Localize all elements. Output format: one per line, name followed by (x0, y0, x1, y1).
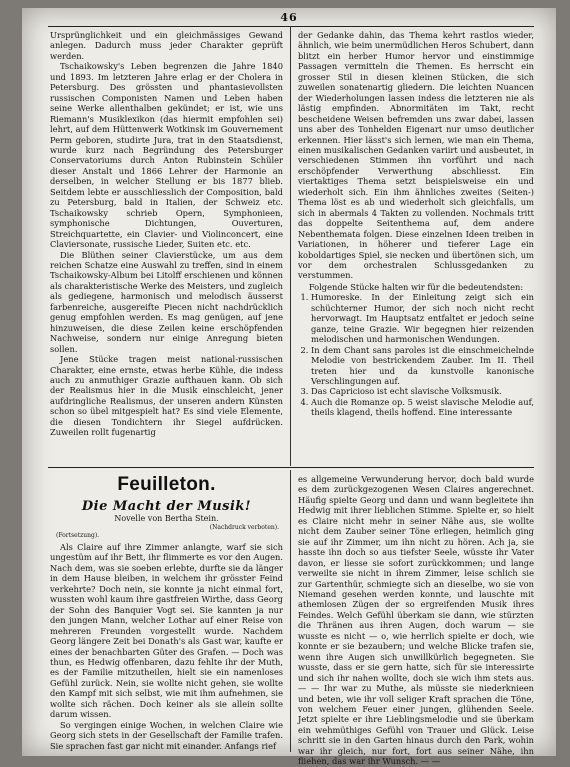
header-rule (48, 26, 534, 27)
page-number: 46 (280, 11, 298, 24)
feuilleton-column-right (298, 474, 534, 767)
story-byline: Novelle von Bertha Stein. (114, 514, 219, 523)
newspaper-page (22, 8, 556, 767)
column-divider-bottom (290, 470, 291, 752)
list-item: 4. Auch die Romanze op. 5 weist slavische Melodie auf, theils klagend, theils hoffend. Eine interessante (311, 397, 534, 418)
column-divider-top (290, 26, 291, 466)
article-paragraph: Ursprünglichkeit und ein gleichmässiges Gewand anlegen. Dadurch muss jeder Charakter geprüft werden. (50, 30, 283, 61)
continuation-note: (Fortsetzung). (56, 532, 100, 539)
story-paragraph: es allgemeine Verwunderung hervor, doch bald wurde es dem zurückgezogenen Wesen Claires angerechnet. Häufig spielte Georg und dann und wann begleitete ihn Hedwig mit ihrer lieblichen Stimme. Spielte er, so hielt es Claire nicht mehr in seiner Nähe aus, sie wollte nicht dem Zauber seiner Töne erliegen, heimlich ging sie auf ihr Zimmer, um ihn nicht zu hören. Ach ja, sie hasste ihn doch so aus tiefster Seele, wüsste ihr Vater davon, er liesse sie sofort zurückkommen; und lange verweilte sie nicht in ihrem Zimmer, leise schlich sie zur Gartenthür, schmiegte sich an dieselbe, wo sie von Niemand gesehen werden konnte, und lauschte mit athemlosen Zügen der so ergreifenden Musik ihres Feindes. Welch Gefühl überkam sie dann, wie stürzten die Thränen aus ihren Augen, doch warum — sie wusste es nicht — o, wie herrlich spielte er doch, wie konnte er sie bezaubern; und welche Blicke trafen sie, wenn ihre Augen sich unwillkürlich begegneten. Sie wusste, dass er sie gern hatte, sich für sie interessirte und sich ihr nahen wollte, doch sie wich ihm stets aus. — — Ihr war zu Muthe, als müsste sie niederknieen und beten, wie ihr voll seliger Kraft sprachen die Töne, von welchem Feuer einer jungen, glühenden Seele. Jetzt spielte er ihre Lieblingsmelodie und sie überkam ein wehmüthiges Gefühl von Trauer und Glück. Leise schritt sie in den Garten hinaus durch den Park, wohin war ihr gleich, nur fort, fort aus seiner Nähe, ihn fliehen, das war ihr Wunsch. — — (298, 474, 534, 767)
article-paragraph: der Gedanke dahin, das Thema kehrt rastlos wieder, ähnlich, wie beim unermüdlichen Heros Schubert, dann blitzt ein herber Humor hervor und einstimmige Passagen vermitteln die Themen. Es herrscht ein grosser Stil in diesen kleinen Stücken, die sich zuweilen sonatenartig gliedern. Die leichten Nuancen der Wiederholungen lassen indess die letzteren nie als lästig empfinden. Abnormitäten im Takt, recht bescheidene Weisen befremden uns zwar dabei, lassen uns aber des Tonhelden Eigenart nur umso deutlicher erkennen. Hier lässt's sich lernen, wie man ein Thema, einen musikalischen Gedanken variirt und ausbeutet, in verschiedenen Stimmen ihn vorführt und nach erschöpfender Verwerthung abschliesst. Ein viertaktiges Thema setzt beispielsweise ein und wiederholt sich. Ein ihm ähnliches zweites (Seiten-) Thema löst es ab und wiederholt sich gleichfalls, um sich in abermals 4 Takten zu vollenden. Nochmals tritt das doppelte Seitenthema auf, dem andere Nebenthemata folgen. Diese einzelnen Ideen treiben in Variationen, in höherer und tieferer Lage ein koboldartiges Spiel, sie necken und übertönen sich, um vor dem orchestralen Schlussgedanken zu verstummen. (298, 30, 534, 281)
article-paragraph: Die Blüthen seiner Clavierstücke, um aus dem reichen Schatze eine Auswahl zu treffen, sind in einem Tschaikowsky-Album bei Litolff erschienen und können als charakteristische Werke des Meisters, und zugleich als gediegene, harmonisch und melodisch äusserst farbenreiche, ausgereifte Piecen nicht nachdrücklich genug empfohlen werden. Es mag genügen, auf jene hinzuweisen, die diese Zeilen keine erschöpfenden Nachweise, sondern nur einige Anregung bieten sollen. (50, 249, 283, 354)
story-paragraph: Als Claire auf ihre Zimmer anlangte, warf sie sich ungestüm auf ihr Bett, ihr flimmerte es vor den Augen. Nach dem, was sie soeben erlebte, durfte sie da länger in dem Hause bleiben, in welchem ihr grösster Feind verkehrte? Doch nein, sie konnte ja nicht einmal fort, wussten wohl kaum ihre gastfreien Wirthe, dass Georg der Sohn des Banquier Vogt sei. Sie kannten ja nur den jungen Mann, welcher Lothar auf einer Reise von mehreren Freunden vorgestellt wurde. Nachdem Georg längere Zeit bei Donath's als Gast war, kaufte er eines der benachbarten Güter des Grafen. — Doch was thun, es Hedwig offenbaren, dazu fehlte ihr der Muth, es der Familie mitzutheilen, hielt sie ein namenloses Gefühl zurück. Nein, sie wollte nicht gehen, sie wollte den Kampf mit sich selbst, wie mit ihm aufnehmen, sie wollte sich rächen. Doch keiner als sie allein sollte darum wissen. (50, 542, 283, 720)
pieces-intro: Folgende Stücke halten wir für die bedeutendsten: (308, 281, 524, 292)
reprint-notice: (Nachdruck verboten). (209, 524, 279, 531)
article-paragraph: Tschaikowsky's Leben begrenzen die Jahre 1840 und 1893. Im letzteren Jahre erlag er der Cholera in Petersburg. Des grössten und phantasievollsten russischen Componisten Namen und Leben haben seine Werke allenthalben gekündet; er ist, wie uns Riemann's Musiklexikon (das hiermit empfohlen sei) lehrt, auf dem Hüttenwerk Wotkinsk im Gouvernement Perm geboren, studirte Jura, trat in den Staatsdienst, wurde kurz nach Begründung des Petersburger Conservatoriums durch Anton Rubinstein Schüler dieser Anstalt und 1866 Lehrer der Harmonie an derselben, in welcher Stellung er bis 1877 blieb. Seitdem lebte er ausschliesslich der Composition, bald zu Petersburg, bald in Italien, der Schweiz etc. Tschaikowsky schrieb Opern, Symphonieen, symphonische Dichtungen, Ouverturen, Streichquartette, ein Clavier- und Violinconcert, eine Claviersonate, russische Lieder, Suiten etc. etc. (50, 61, 283, 250)
pieces-list (298, 292, 534, 417)
article-column-left (50, 30, 283, 466)
feuilleton-column-left (50, 474, 283, 752)
section-divider (48, 467, 534, 468)
list-item: 3. Das Capricioso ist echt slavische Volksmusik. (311, 386, 534, 396)
article-column-right (298, 30, 534, 466)
article-paragraph: Jene Stücke tragen meist national-russischen Charakter, eine ernste, etwas herbe Kühle, die indess auch zu anmuthiger Grazie aufthauen kann. Ob sich der Realismus hier in die Musik einschleicht, jener aufdringliche Realismus, der unseren andern Künsten schon so übel mitgespielt hat? Es sind viele Elemente, die diesen Tondichtern ihr Siegel aufdrücken. Zuweilen rollt fugenartig (50, 354, 283, 438)
story-paragraph: So vergingen einige Wochen, in welchen Claire wie Georg sich stets in der Gesellschaft der Familie trafen. Sie sprachen fast gar nicht mit einander. Anfangs rief (50, 719, 283, 751)
list-item: 1. Humoreske. In der Einleitung zeigt sich ein schüchterner Humor, der sich noch nicht recht hervorwagt. Im Hauptsatz entfaltet er jedoch seine ganze, teine Grazie. Wir begegnen hier reizenden melodischen und harmonischen Wendungen. (311, 292, 534, 344)
feuilleton-heading: Feuilleton. (117, 474, 216, 495)
story-title: Die Macht der Musik! (81, 499, 252, 514)
list-item: 2. In dem Chant sans paroles ist die einschmeichelnde Melodie von bestrickendem Zauber. Im II. Theil treten hier und da kunstvolle kanonische Verschlingungen auf. (311, 345, 534, 387)
